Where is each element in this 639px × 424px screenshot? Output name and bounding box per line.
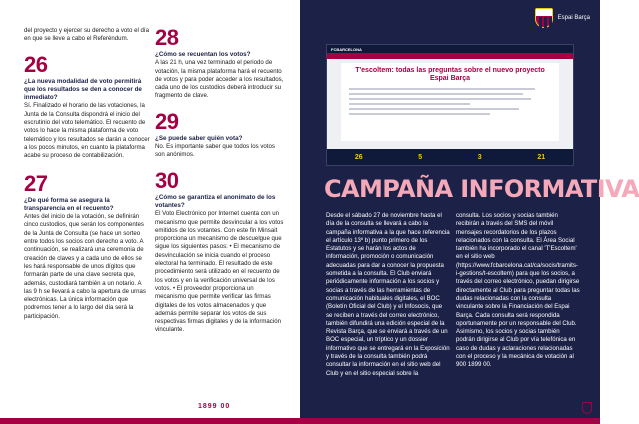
lead-text: del proyecto y ejercer su derecho a voto el día en que se lleve a cabo el Referéndum. bbox=[24, 27, 149, 43]
question-title: ¿De qué forma se asegura la transparencia en el recuento? bbox=[24, 196, 114, 212]
section-headline: CAMPAÑA INFORMATIVA bbox=[324, 175, 639, 203]
screenshot-brand: FCBARCELONA bbox=[331, 46, 362, 52]
stat-value: 26 bbox=[354, 153, 363, 161]
screenshot-nav bbox=[327, 53, 573, 59]
question-number: 28 bbox=[155, 25, 179, 50]
answer-text: El Voto Electrónico por Internet cuenta con un mecanismo que permite desvincular a los votos emitidos de los votantes. Con este fin Minsait proporciona un mecanismo de descuelgue que sigue los siguientes pasos: • El mecanismo de desvinculación se inicia cuando el proceso electoral ha terminado. El resultado de este procedimiento será utilizado en el recuento de los votos y en la verificación universal de los votos. • El proveedor proporciona un mecanismo que permite verificar las firmas digitales de los votos almacenados y que además permite separar los votos de sus respectivas firmas digitales y de la información vinculante. bbox=[155, 210, 284, 334]
body-text: Desde el sábado 27 de noviembre hasta el día de la consulta se llevará a cabo la campaña informativa a la que hace referencia el artículo 13º b) punto primero de los Estatutos y se harán los actos de información, promoción o comunicación adecuadas para dar a conocer la propuesta sometida a la consulta. El Club enviará periódicamente información a los socios y socias a través de las herramientas de comunicación habituales digitales, el BOC (Boletín Oficial del Club) y el Infosocis, que se reciben a través del correo electrónico, también difundirá una edición especial de la Revista Barça, que se enviará a través de un BOC especial, un tríptico y un dossier informativo que se entregará en la Exposición y través de la consulta también podrá consultar la información en el sitio web del Club y en el sitio especial sobre la bbox=[326, 212, 450, 377]
club-crest-icon bbox=[535, 8, 553, 28]
question-title: ¿Cómo se garantiza el anonimato de los votantes? bbox=[155, 193, 276, 209]
screenshot-body bbox=[341, 63, 559, 141]
answer-text: Antes del inicio de la votación, se definirán cinco custodios, que serán los componentes de la Junta de Consulta (se hace un sorteo entre todos los socios con derecho a voto. A continuación, se realizará una ceremonia de creación de claves y a cada uno de ellos se les hará responsable de unos dígitos que formarán parte de una clave secreta que, además, custodiará también a un notario. A las 9 h se llevará a cabo la apertura de urnas electrónicas. La única información que podremos tener a lo largo del día será la participación. bbox=[24, 213, 146, 320]
answer-text: No. Es importante saber que todos los votos son anónimos. bbox=[155, 143, 275, 159]
left-column-2 bbox=[155, 27, 285, 335]
question-number: 30 bbox=[155, 167, 179, 193]
screenshot-stats-bar bbox=[327, 149, 573, 165]
question-title: ¿Se puede saber quién vota? bbox=[155, 134, 243, 142]
stat-value: 5 bbox=[418, 153, 423, 161]
question-number: 29 bbox=[155, 108, 179, 134]
left-page bbox=[0, 0, 300, 424]
screenshot-topbar bbox=[327, 45, 573, 53]
right-column-1 bbox=[326, 212, 450, 378]
bottom-accent-bar bbox=[0, 418, 300, 424]
answer-text: A las 21 h, una vez terminado el periodo de votación, la misma plataforma hará el recuento de votos y para poder acceder a los resultados, cada uno de los custodios deberá introducir su fragmento de clave. bbox=[155, 59, 284, 100]
screenshot-text-lines bbox=[349, 88, 551, 115]
stat-value: 3 bbox=[477, 153, 482, 161]
page-folio: 1899 00 bbox=[198, 403, 231, 410]
question-number: 27 bbox=[24, 170, 48, 196]
question-number: 26 bbox=[24, 51, 48, 77]
left-column-1 bbox=[24, 27, 150, 321]
body-text: consulta. Los socios y socias también recibirán a través del SMS del móvil mensajes recordatorios de los plazos relacionados con la consulta. El Área Social también ha incorporado el canal 'T'Escoltem' en el sitio web (https://www.fcbarcelona.cat/ca/socis/tramits-i-gestions/t-escoltem) para que los socios, a través del correo electrónico, puedan dirigirse directamente al Club para preguntar todas las dudas relacionadas con la consulta vinculante sobre la Financiación del Espai Barça. Cada consulta será respondida oportunamente por un responsable del Club. Asimismo, los socios y socias también podrán dirigirse al Club por vía telefónica en caso de dudas y aclaraciones relacionadas con el proceso y la mecánica de votación al 900 1899 00. bbox=[456, 212, 580, 369]
shield-icon bbox=[582, 402, 592, 414]
club-name: Espai Barça bbox=[557, 15, 590, 21]
bottom-accent-bar bbox=[300, 418, 600, 424]
question-title: ¿La nueva modalidad de voto permitirá que los resultados se den a conocer de inmediato? bbox=[24, 77, 142, 102]
stat-value: 21 bbox=[537, 153, 546, 161]
website-screenshot bbox=[326, 44, 574, 166]
screenshot-title: T'escoltem: todas las preguntas sobre el nuevo proyecto Espai Barça bbox=[355, 67, 545, 82]
club-header bbox=[535, 8, 590, 28]
answer-text: Sí. Finalizado el horario de las votaciones, la Junta de la Consulta dispondrá el inicio del escrutinio del voto telemático. El recuento de votos lo hace la misma plataforma de voto telemático y los resultados se darán a conocer a los pocos minutos, en cuanto la plataforma acabe su proceso de contabilización. bbox=[24, 102, 150, 160]
right-column-2 bbox=[456, 212, 580, 370]
question-title: ¿Cómo se recuentan los votos? bbox=[155, 51, 251, 58]
